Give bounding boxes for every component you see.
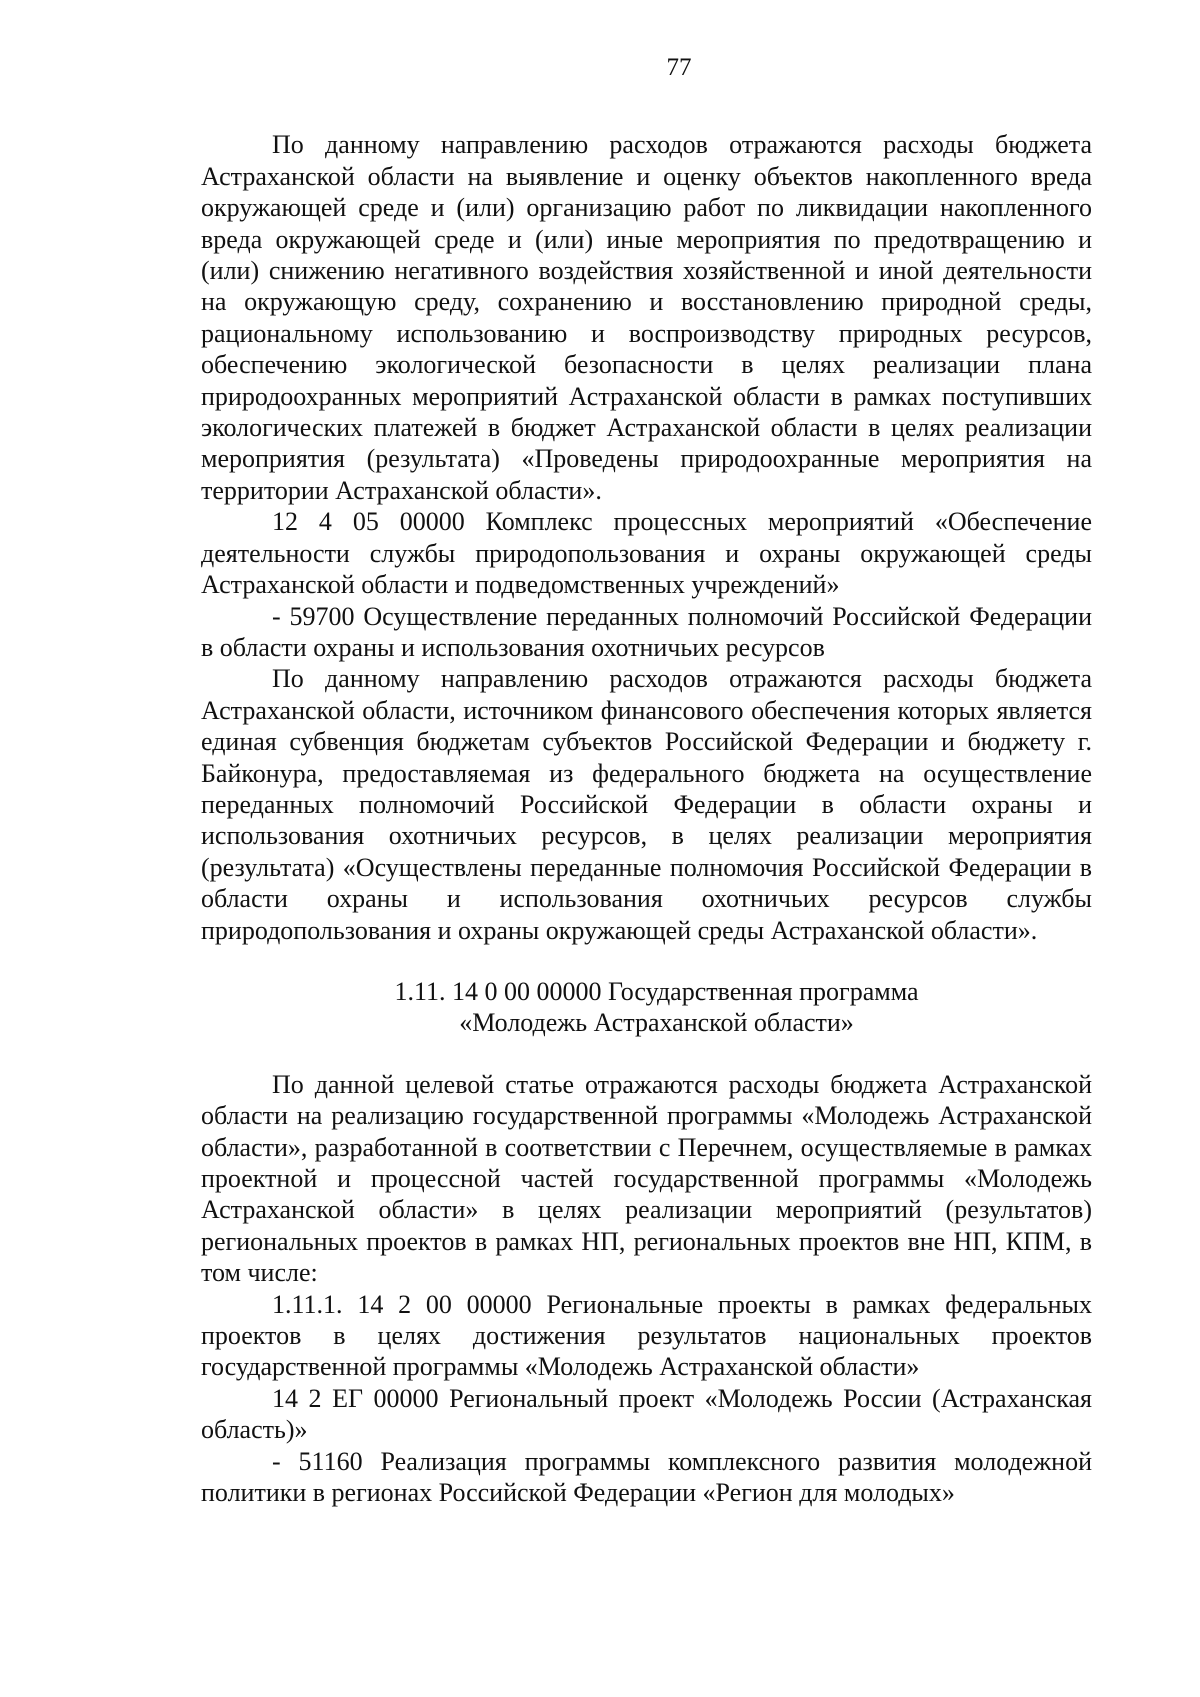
paragraph-youth-policy: - 51160 Реализация программы комплексного развития молодежной политики в регионах Российской Федерации «Регион для молодых»	[201, 1446, 1092, 1508]
section-heading	[201, 976, 1092, 1039]
paragraph-youth-project: 14 2 ЕГ 00000 Региональный проект «Молодежь России (Астраханская область)»	[201, 1383, 1092, 1445]
paragraph-hunting-powers: - 59700 Осуществление переданных полномочий Российской Федерации в области охраны и использования охотничьих ресурсов	[201, 601, 1092, 662]
section-heading-line-2: «Молодежь Астраханской области»	[459, 1008, 854, 1038]
paragraph-hazard-expenses: По данному направлению расходов отражаются расходы бюджета Астраханской области на выявление и оценку объектов накопленного вреда окружающей среде и (или) организацию работ по ликвидации накопленного вреда окружающей среде и (или) иные мероприятия по предотвращению и (или) снижению негативного воздействия хозяйственной и иной деятельности на окружающую среду, сохранению и восстановлению природной среды, рациональному использованию и воспроизводству природных ресурсов, обеспечению экологической безопасности в целях реализации плана природоохранных мероприятий Астраханской области в рамках поступивших экологических платежей в бюджет Астраханской области в целях реализации мероприятия (результата) «Проведены природоохранные мероприятия на территории Астраханской области».	[201, 130, 1092, 505]
paragraph-subvention: По данному направлению расходов отражаются расходы бюджета Астраханской области, источником финансового обеспечения которых является единая субвенция бюджетам субъектов Российской Федерации и бюджету г. Байконура, предоставляемая из федерального бюджета на осуществление переданных полномочий Российской Федерации в области охраны и использования охотничьих ресурсов, в целях реализации мероприятия (результата) «Осуществлены переданные полномочия Российской Федерации в области охраны и использования охотничьих ресурсов службы природопользования и охраны окружающей среды Астраханской области».	[201, 664, 1092, 945]
paragraph-regional-projects: 1.11.1. 14 2 00 00000 Региональные проекты в рамках федеральных проектов в целях достижения результатов национальных проектов государственной программы «Молодежь Астраханской области»	[201, 1289, 1092, 1382]
paragraph-target-article: По данной целевой статье отражаются расходы бюджета Астраханской области на реализацию государственной программы «Молодежь Астраханской области», разработанной в соответствии с Перечнем, осуществляемые в рамках проектной и процессной частей государственной программы «Молодежь Астраханской области» в целях реализации мероприятий (результатов) региональных проектов в рамках НП, региональных проектов вне НП, КПМ, в том числе:	[201, 1069, 1092, 1288]
paragraph-process-complex: 12 4 05 00000 Комплекс процессных мероприятий «Обеспечение деятельности службы природопользования и охраны окружающей среды Астраханской области и подведомственных учреждений»	[201, 507, 1092, 600]
page-number: 77	[666, 54, 692, 81]
section-heading-line-1: 1.11. 14 0 00 00000 Государственная программа	[394, 976, 919, 1006]
